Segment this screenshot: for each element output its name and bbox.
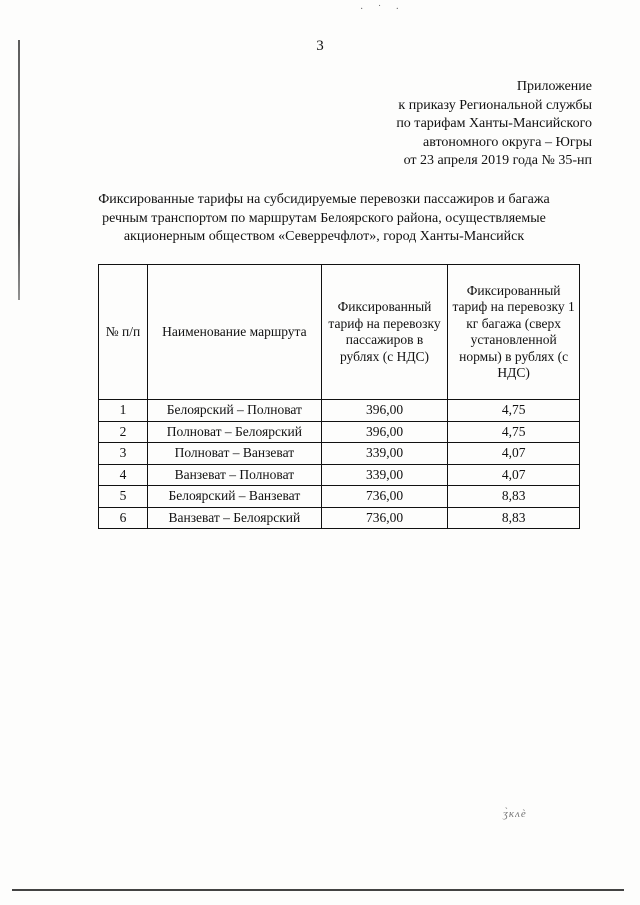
table-row bbox=[99, 400, 580, 422]
route-name: Полноват – Белоярский bbox=[147, 421, 321, 443]
page-number: 3 bbox=[316, 38, 324, 54]
title-line: речным транспортом по маршрутам Белоярского района, осуществляемые bbox=[102, 210, 546, 226]
table-row bbox=[99, 464, 580, 486]
baggage-tariff: 4,75 bbox=[448, 421, 580, 443]
scan-artifact-left-edge bbox=[18, 40, 20, 300]
scan-artifact-bottom-edge bbox=[12, 889, 624, 891]
header-number: № п/п bbox=[99, 265, 148, 400]
baggage-tariff: 4,75 bbox=[448, 400, 580, 422]
header-passenger-tariff: Фиксированный тариф на перевозку пассажиров в рублях (с НДС) bbox=[321, 265, 448, 400]
route-name: Полноват – Ванзеват bbox=[147, 443, 321, 465]
handwritten-mark: ʒ̀кʌѐ bbox=[503, 808, 527, 820]
title-line: Фиксированные тарифы на субсидируемые перевозки пассажиров и багажа bbox=[98, 192, 550, 207]
table-row bbox=[99, 421, 580, 443]
title-line: акционерным обществом «Северречфлот», город Ханты-Мансийск bbox=[123, 229, 525, 244]
baggage-tariff: 4,07 bbox=[448, 464, 580, 486]
appendix-line: Приложение bbox=[516, 79, 592, 94]
baggage-tariff: 8,83 bbox=[448, 486, 580, 508]
row-number: 1 bbox=[99, 400, 148, 422]
appendix-line: от 23 апреля 2019 года № 35-нп bbox=[403, 153, 592, 168]
scan-artifact-specks: · ˙ · bbox=[360, 4, 405, 15]
route-name: Белоярский – Ванзеват bbox=[147, 486, 321, 508]
row-number: 6 bbox=[99, 507, 148, 529]
table-header-row bbox=[99, 265, 580, 400]
row-number: 4 bbox=[99, 464, 148, 486]
table-row bbox=[99, 486, 580, 508]
passenger-tariff: 736,00 bbox=[321, 507, 448, 529]
route-name: Ванзеват – Белоярский bbox=[147, 507, 321, 529]
baggage-tariff: 4,07 bbox=[448, 443, 580, 465]
passenger-tariff: 736,00 bbox=[321, 486, 448, 508]
row-number: 2 bbox=[99, 421, 148, 443]
appendix-block bbox=[396, 78, 592, 171]
route-name: Белоярский – Полноват bbox=[147, 400, 321, 422]
header-baggage-tariff: Фиксированный тариф на перевозку 1 кг багажа (сверх установленной нормы) в рублях (с НДС) bbox=[448, 265, 580, 400]
appendix-line: автономного округа – Югры bbox=[423, 134, 592, 150]
tariffs-table bbox=[98, 264, 580, 529]
header-route-name: Наименование маршрута bbox=[147, 265, 321, 400]
row-number: 3 bbox=[99, 443, 148, 465]
row-number: 5 bbox=[99, 486, 148, 508]
table-row bbox=[99, 507, 580, 529]
baggage-tariff: 8,83 bbox=[448, 507, 580, 529]
passenger-tariff: 396,00 bbox=[321, 400, 448, 422]
passenger-tariff: 339,00 bbox=[321, 443, 448, 465]
passenger-tariff: 339,00 bbox=[321, 464, 448, 486]
passenger-tariff: 396,00 bbox=[321, 421, 448, 443]
appendix-line: к приказу Региональной службы bbox=[398, 97, 592, 113]
route-name: Ванзеват – Полноват bbox=[147, 464, 321, 486]
table-row bbox=[99, 443, 580, 465]
appendix-line: по тарифам Ханты-Мансийского bbox=[396, 116, 592, 131]
document-title bbox=[80, 191, 568, 247]
